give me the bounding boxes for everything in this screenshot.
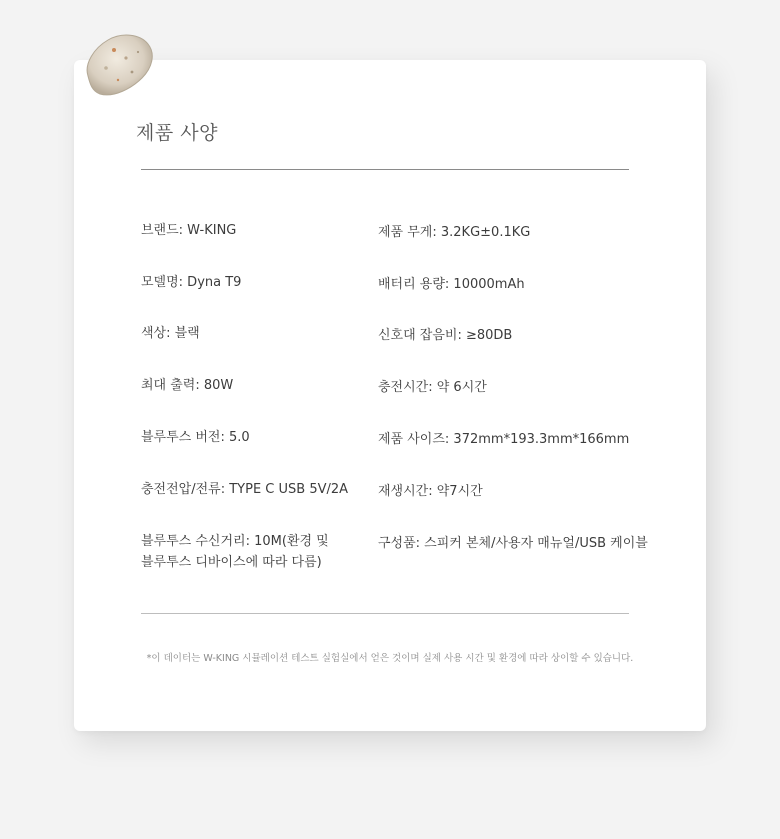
stone-decoration xyxy=(78,28,158,102)
spec-bluetooth-version: 블루투스 버전: 5.0 xyxy=(141,430,250,445)
spec-bluetooth-range-line1: 블루투스 수신거리: 10M(환경 및 xyxy=(141,534,329,549)
spec-charging-voltage: 충전전압/전류: TYPE C USB 5V/2A xyxy=(141,482,349,497)
spec-max-output: 최대 출력: 80W xyxy=(141,378,234,393)
divider-top xyxy=(141,169,629,170)
spec-battery: 배터리 용량: 10000mAh xyxy=(378,277,525,292)
spec-charging-time: 충전시간: 약 6시간 xyxy=(378,380,487,395)
spec-components: 구성품: 스피커 본체/사용자 매뉴얼/USB 케이블 xyxy=(378,536,648,551)
spec-bluetooth-range-line2: 블루투스 디바이스에 따라 다름) xyxy=(141,555,322,570)
page-title: 제품 사양 xyxy=(136,122,218,144)
divider-bottom xyxy=(141,613,629,614)
spec-play-time: 재생시간: 약7시간 xyxy=(378,484,483,499)
spec-model: 모델명: Dyna T9 xyxy=(141,275,242,290)
spec-brand: 브랜드: W-KING xyxy=(141,223,237,238)
spec-size: 제품 사이즈: 372mm*193.3mm*166mm xyxy=(378,432,630,447)
footnote: *이 데이터는 W-KING 시뮬레이션 테스트 실험실에서 얻은 것이며 실제 사용 시간 및 환경에 따라 상이할 수 있습니다. xyxy=(146,653,634,664)
spec-snr: 신호대 잡음비: ≥80DB xyxy=(378,328,513,343)
spec-color: 색상: 블랙 xyxy=(141,326,200,341)
spec-weight: 제품 무게: 3.2KG±0.1KG xyxy=(378,225,531,240)
